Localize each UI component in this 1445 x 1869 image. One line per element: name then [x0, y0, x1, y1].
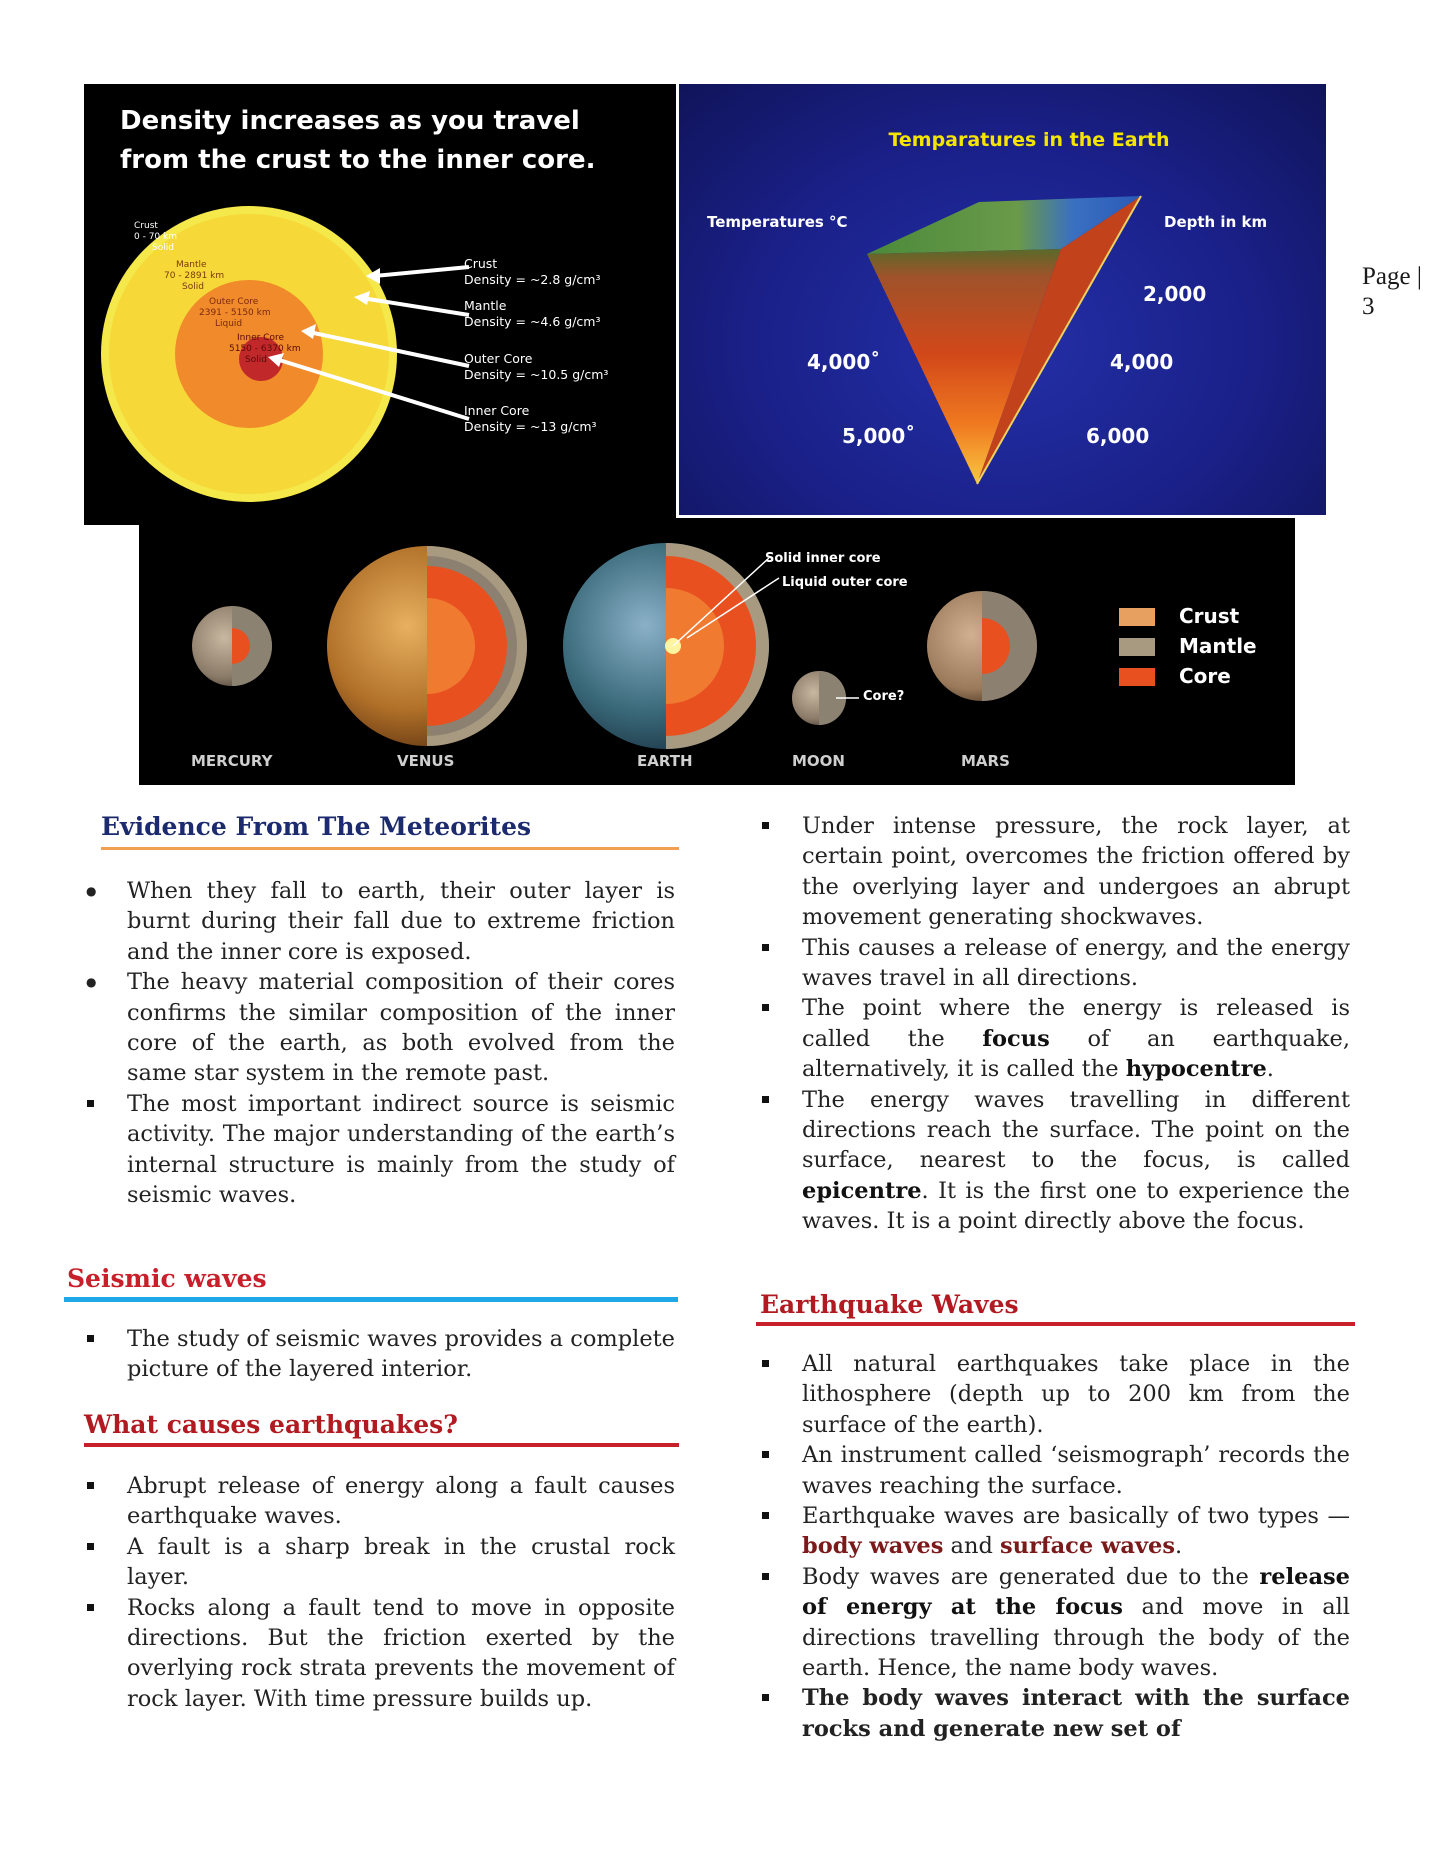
- crust-small-label: Crust 0 - 70 km Solid: [134, 221, 177, 253]
- list-item: Earthquake waves are basically of two types — body waves and surface waves.: [759, 1501, 1350, 1562]
- temperature-figure: [679, 84, 1326, 515]
- epicentre-term: epicentre: [802, 1177, 922, 1204]
- legend-label-crust: Crust: [1179, 604, 1240, 628]
- depth-4000: 4,000: [1110, 350, 1174, 374]
- planet-label-venus: VENUS: [397, 752, 455, 770]
- list-item: The most important indirect source is seismic activity. The major understanding of the earth’s internal structure is mainly from the study of seismic waves.: [84, 1089, 675, 1211]
- body-waves-term: body waves: [802, 1533, 944, 1560]
- causes-list: [84, 1471, 675, 1714]
- meteorites-rule: [101, 847, 679, 850]
- legend-label-core: Core: [1179, 664, 1231, 688]
- list-item: ● When they fall to earth, their outer layer is burnt during their fall due to extreme friction and the inner core is exposed.: [84, 876, 675, 967]
- list-item: The energy waves travelling in different directions reach the surface. The point on the surface, nearest to the focus, is called epicentre. It is the first one to experience the waves. It is a point directly above the focus.: [759, 1085, 1350, 1237]
- list-item: Body waves are generated due to the release of energy at the focus and move in all directions travelling through the body of the earth. Hence, the name body waves.: [759, 1562, 1350, 1684]
- earth-planet: [563, 543, 779, 749]
- moon-planet: [792, 671, 859, 725]
- list-item: ● The heavy material composition of their cores confirms the similar composition of the inner core of the earth, as both evolved from the same star system in the remote past.: [84, 967, 675, 1089]
- meteorites-list: [84, 876, 675, 1210]
- seismic-list: [84, 1324, 675, 1385]
- earthquake-process-list: [759, 811, 1350, 1237]
- outer-core-small-label: Outer Core 2391 - 5150 km Liquid: [199, 297, 271, 329]
- planet-label-mercury: MERCURY: [191, 752, 273, 770]
- earthquake-waves-heading: Earthquake Waves: [760, 1290, 1019, 1319]
- mantle-small-label: Mantle 70 - 2891 km Solid: [164, 260, 225, 292]
- focus-term: focus: [982, 1025, 1050, 1052]
- inner-core-callout: Inner Core Density = ~13 g/cm³: [464, 403, 597, 434]
- temp-4000: 4,000˚: [807, 350, 881, 374]
- earth-callout-inner: Solid inner core: [765, 551, 881, 566]
- surface-waves-term: surface waves: [1000, 1533, 1176, 1560]
- legend-swatch-core: [1119, 668, 1155, 686]
- legend-swatch-crust: [1119, 608, 1155, 626]
- crust-callout: Crust Density = ~2.8 g/cm³: [464, 256, 601, 287]
- planets-diagram: [139, 518, 1295, 785]
- list-item: Abrupt release of energy along a fault causes earthquake waves.: [84, 1471, 675, 1532]
- earthquake-waves-list: [759, 1349, 1350, 1744]
- causes-rule: [84, 1443, 679, 1447]
- density-figure-title: Density increases as you travel from the crust to the inner core.: [120, 106, 596, 175]
- temperature-title: Temparatures in the Earth: [888, 129, 1170, 151]
- hypocentre-term: hypocentre: [1125, 1056, 1267, 1083]
- list-item: An instrument called ‘seismograph’ records the waves reaching the surface.: [759, 1440, 1350, 1501]
- mars-planet: [927, 591, 1037, 701]
- causes-heading: What causes earthquakes?: [84, 1410, 458, 1439]
- list-item: The point where the energy is released is called the focus of an earthquake, alternatively, it is called the hypocentre.: [759, 993, 1350, 1084]
- depth-2000: 2,000: [1143, 282, 1207, 306]
- density-figure: [84, 84, 676, 525]
- page-number: Page | 3: [1362, 263, 1422, 320]
- legend-label-mantle: Mantle: [1179, 634, 1257, 658]
- earth-callout-outer: Liquid outer core: [782, 575, 908, 590]
- planet-label-earth: EARTH: [637, 752, 693, 770]
- seismic-heading: Seismic waves: [67, 1264, 267, 1293]
- outer-core-callout: Outer Core Density = ~10.5 g/cm³: [464, 351, 609, 382]
- legend-swatch-mantle: [1119, 638, 1155, 656]
- list-item: The body waves interact with the surface rocks and generate new set of: [759, 1683, 1350, 1744]
- moon-callout: Core?: [863, 689, 905, 704]
- seismic-rule: [64, 1297, 678, 1302]
- inner-core-small-label: Inner Core 5150 - 6370 km Solid: [229, 333, 301, 365]
- earthquake-waves-rule: [756, 1322, 1355, 1326]
- planet-label-mars: MARS: [961, 752, 1010, 770]
- list-item: This causes a release of energy, and the energy waves travel in all directions.: [759, 933, 1350, 994]
- list-item: Rocks along a fault tend to move in opposite directions. But the friction exerted by the overlying rock strata prevents the movement of rock layer. With time pressure builds up.: [84, 1593, 675, 1715]
- list-item: Under intense pressure, the rock layer, at certain point, overcomes the friction offered by the overlying layer and undergoes an abrupt movement generating shockwaves.: [759, 811, 1350, 933]
- list-item: The study of seismic waves provides a complete picture of the layered interior.: [84, 1324, 675, 1385]
- mercury-planet: [192, 606, 272, 686]
- release-energy-term: release of energy at the focus: [802, 1563, 1350, 1621]
- depth-axis-label: Depth in km: [1164, 213, 1268, 231]
- venus-planet: [327, 546, 527, 746]
- planets-figure: [139, 518, 1295, 785]
- meteorites-heading: Evidence From The Meteorites: [101, 812, 532, 841]
- planet-label-moon: MOON: [792, 752, 845, 770]
- list-item: All natural earthquakes take place in the lithosphere (depth up to 200 km from the surface of the earth).: [759, 1349, 1350, 1440]
- temp-5000: 5,000˚: [842, 424, 916, 448]
- depth-6000: 6,000: [1086, 424, 1150, 448]
- mantle-callout: Mantle Density = ~4.6 g/cm³: [464, 298, 601, 329]
- temperature-axis-label: Temperatures °C: [707, 213, 848, 231]
- list-item: A fault is a sharp break in the crustal rock layer.: [84, 1532, 675, 1593]
